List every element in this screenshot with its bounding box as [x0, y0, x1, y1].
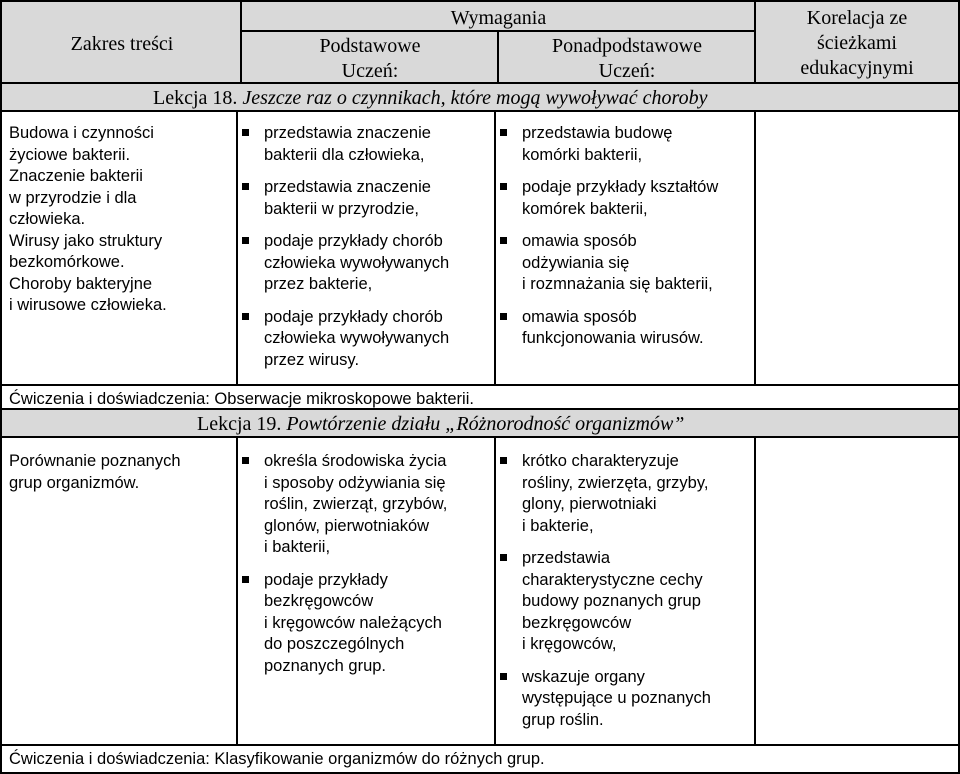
- list-item: określa środowiska życia i sposoby odżywiania się roślin, zwierząt, grzybów, glonów, pierwotniaków i bakterii,: [238, 451, 494, 559]
- rule-above-lesson-18-cwiczenia: [0, 384, 960, 386]
- square-bullet-icon: [242, 313, 249, 320]
- col-divider-1-header: [240, 0, 242, 84]
- lesson-19-cwiczenia: Ćwiczenia i doświadczenia: Klasyfikowanie organizmów do różnych grup.: [9, 750, 545, 768]
- list-item: podaje przykłady bezkręgowców i kręgowców należących do poszczególnych poznanych grup.: [238, 570, 494, 678]
- header-ponadpodstawowe: Ponadpodstawowe Uczeń:: [552, 35, 702, 82]
- lesson-19-zakres: Porównanie poznanych grup organizmów.: [9, 452, 181, 492]
- lesson-18-zakres: Budowa i czynności życiowe bakterii. Znaczenie bakterii w przyrodzie i dla człowieka. Wirusy jako struktury bezkomórkowe. Choroby bakteryjne i wirusowe człowieka.: [9, 124, 167, 314]
- header-podstawowe: Podstawowe Uczeń:: [319, 35, 421, 82]
- square-bullet-icon: [242, 576, 249, 583]
- square-bullet-icon: [500, 129, 507, 136]
- table-border-left: [0, 0, 2, 774]
- square-bullet-icon: [242, 183, 249, 190]
- lesson-18-cwiczenia: Ćwiczenia i doświadczenia: Obserwacje mikroskopowe bakterii.: [9, 390, 474, 408]
- lesson-19-ponadpodstawowe: [496, 451, 754, 731]
- list-item: omawia sposób odżywiania się i rozmnażania się bakterii,: [496, 231, 754, 296]
- lesson-18-podstawowe: [238, 123, 494, 371]
- lesson-19-title: Lekcja 19. Powtórzenie działu „Różnorodność organizmów”: [197, 413, 685, 435]
- rule-under-lesson-18-title: [0, 110, 960, 112]
- list-item: krótko charakteryzuje rośliny, zwierzęta, grzyby, glony, pierwotniaki i bakterie,: [496, 451, 754, 537]
- rule-above-lesson-19-cwiczenia: [0, 744, 960, 746]
- rule-above-lesson-19-title: [0, 408, 960, 410]
- header-korelacja: Korelacja ze ścieżkami edukacyjnymi: [800, 7, 914, 79]
- col-divider-3-header: [754, 0, 756, 84]
- square-bullet-icon: [242, 237, 249, 244]
- list-item: wskazuje organy występujące u poznanych grup roślin.: [496, 667, 754, 732]
- table-border-top: [0, 0, 960, 2]
- square-bullet-icon: [500, 313, 507, 320]
- list-item: podaje przykłady kształtów komórek bakterii,: [496, 177, 754, 220]
- list-item: przedstawia budowę komórki bakterii,: [496, 123, 754, 166]
- col-divider-2-lesson-19: [494, 436, 496, 746]
- list-item: podaje przykłady chorób człowieka wywoływanych przez bakterie,: [238, 231, 494, 296]
- list-item: przedstawia znaczenie bakterii w przyrodzie,: [238, 177, 494, 220]
- list-item: przedstawia charakterystyczne cechy budowy poznanych grup bezkręgowców i kręgowców,: [496, 548, 754, 656]
- rule-under-wymagania: [242, 30, 756, 32]
- square-bullet-icon: [500, 673, 507, 680]
- rule-under-lesson-19-title: [0, 436, 960, 438]
- list-item: przedstawia znaczenie bakterii dla człowieka,: [238, 123, 494, 166]
- square-bullet-icon: [500, 457, 507, 464]
- lesson-18-ponadpodstawowe: [496, 123, 754, 350]
- col-divider-2-lesson-18: [494, 110, 496, 386]
- square-bullet-icon: [500, 183, 507, 190]
- header-wymagania: Wymagania: [450, 7, 547, 29]
- square-bullet-icon: [242, 129, 249, 136]
- lesson-18-title: Lekcja 18. Jeszcze raz o czynnikach, które mogą wywoływać choroby: [153, 87, 708, 109]
- square-bullet-icon: [500, 554, 507, 561]
- col-divider-1-lesson-18: [236, 110, 238, 386]
- col-divider-3-lesson-18: [754, 110, 756, 386]
- col-divider-3-lesson-19: [754, 436, 756, 746]
- header-zakres: Zakres treści: [70, 33, 174, 55]
- square-bullet-icon: [242, 457, 249, 464]
- list-item: omawia sposób funkcjonowania wirusów.: [496, 307, 754, 350]
- col-divider-1-lesson-19: [236, 436, 238, 746]
- square-bullet-icon: [500, 237, 507, 244]
- list-item: podaje przykłady chorób człowieka wywoływanych przez wirusy.: [238, 307, 494, 372]
- lesson-19-podstawowe: [238, 451, 494, 677]
- col-divider-2-header: [497, 30, 499, 84]
- rule-under-header: [0, 82, 960, 84]
